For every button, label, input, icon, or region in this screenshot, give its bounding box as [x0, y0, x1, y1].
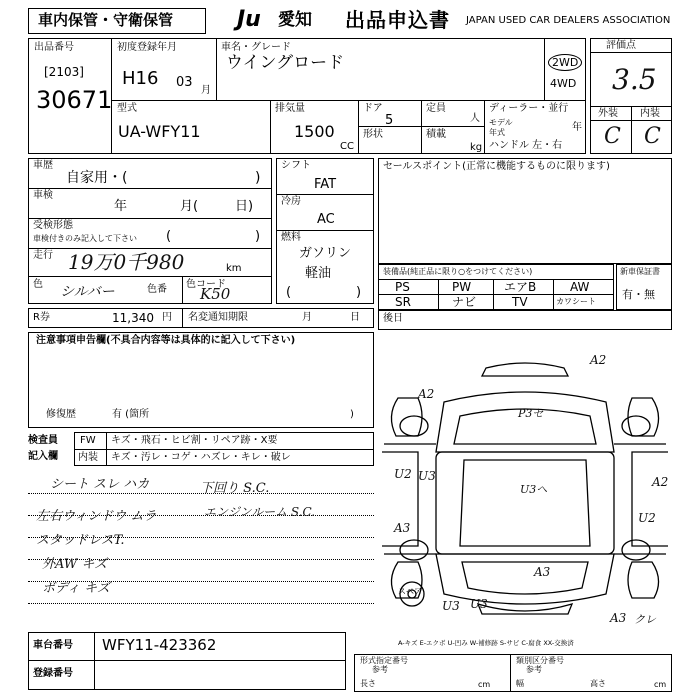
doors-value: 5: [385, 113, 394, 128]
displacement-label: 排気量: [275, 103, 305, 114]
interior-label: 内装: [640, 108, 660, 119]
mark-a2-left: A2: [418, 387, 435, 401]
exterior-label: 外装: [598, 108, 618, 119]
reg-number-label: 登録番号: [33, 668, 73, 679]
recycle-value: 11,340: [112, 311, 154, 325]
lot-number: 30671: [36, 86, 113, 114]
aircon-label: 冷房: [281, 196, 301, 207]
remark-5: ボディ キズ: [42, 581, 110, 596]
details-box: [28, 158, 272, 304]
equip-airbag: エアB: [504, 280, 537, 294]
car-name: ウイングロード: [226, 53, 345, 73]
first-registration-label: 初度登録年月: [117, 42, 177, 53]
receipt-note: 車検付きのみ記入して下さい: [33, 234, 137, 243]
damage-legend: A-キズ E-エクボ U-凹み W-補修跡 S-サビ C-腐食 XX-交換済: [398, 639, 574, 647]
inspector-row2: キズ・汚レ・コゲ・ハズレ・キレ・破レ: [111, 452, 291, 463]
year-label: 年式: [489, 128, 505, 137]
history-value: 自家用・(: [66, 170, 128, 186]
after-date-box: [378, 310, 672, 330]
inspection-month: 月(: [180, 199, 199, 214]
dim-length-unit: cm: [478, 680, 491, 689]
color-value: シルバー: [60, 284, 115, 300]
mileage-value: 19万0千980: [68, 250, 185, 274]
drive-2wd-circled: 2WD: [548, 54, 582, 71]
fuel-gasoline: ガソリン: [299, 246, 352, 261]
year-unit: 年: [572, 122, 582, 133]
equip-pw: PW: [452, 280, 472, 294]
inspection-year: 年: [114, 199, 128, 214]
model-year-label: モデル: [489, 118, 513, 127]
receipt-label: 受検形態: [33, 220, 73, 231]
association-name: JAPAN USED CAR DEALERS ASSOCIATION: [466, 15, 671, 26]
remark-2: 左右ウィンドウ ムラ: [36, 509, 157, 524]
mark-u3-rear: U3: [470, 597, 488, 611]
car-name-label: 車名・グレード: [221, 42, 291, 53]
equip-aw: AW: [570, 280, 590, 294]
displacement-unit: CC: [340, 141, 354, 152]
inspector-label-2: 記入欄: [28, 451, 58, 462]
name-change-label: 名変通知期限: [188, 312, 248, 323]
mileage-label: 走行: [33, 250, 53, 261]
mark-u2-left: U2: [394, 467, 412, 481]
equip-ps: PS: [395, 280, 410, 294]
mark-a2-right: A2: [652, 475, 669, 489]
fuel-diesel: 軽油: [305, 266, 332, 281]
name-change-day: 日: [350, 312, 360, 323]
inspector-label-1: 検査員: [28, 435, 58, 446]
remark-3: スタッドレスT.: [36, 533, 125, 548]
remark-4: 外AW キズ: [42, 557, 108, 572]
inspection-label: 車検: [33, 190, 53, 201]
sales-point-box: [378, 158, 672, 264]
repair-close: ): [350, 409, 354, 420]
color-label: 色: [33, 279, 43, 290]
repair-value: 有 (箇所: [112, 409, 150, 420]
mark-a3-rear: A3: [534, 565, 551, 579]
fuel-label: 燃料: [281, 232, 301, 243]
ju-logo-mark: Ju: [237, 7, 261, 32]
registration-year: H16: [122, 68, 159, 89]
model-code: UA-WFY11: [118, 122, 201, 141]
chassis-label: 車台番号: [33, 640, 73, 651]
month-unit: 月: [201, 85, 211, 96]
notes-label: 注意事項申告欄(不具合内容等は具体的に記入して下さい): [36, 335, 296, 346]
capacity-label: 定員: [426, 103, 446, 114]
remark-1: シート スレ ハカ: [50, 477, 150, 492]
lot-number-label: 出品番号: [34, 42, 74, 53]
load-label: 積載: [426, 129, 446, 140]
equipment-label: 装備品(純正品に限り○をつけてください): [383, 267, 533, 276]
name-change-month: 月: [302, 312, 312, 323]
class-code-sub: 参考: [526, 665, 542, 674]
mark-u3-rear-left: U3: [442, 599, 460, 613]
mark-a3-left: A3: [394, 521, 411, 535]
spare-label: スペア: [398, 587, 422, 596]
equip-leather: カワシート: [556, 297, 596, 306]
drive-4wd: 4WD: [550, 77, 577, 90]
color-code-label: 色コード: [186, 279, 226, 290]
displacement-value: 1500: [294, 122, 335, 141]
rating-label: 評価点: [606, 40, 636, 51]
shift-value: FAT: [314, 177, 337, 192]
dim-height-unit: cm: [654, 680, 667, 689]
history-label: 車歴: [33, 160, 53, 171]
notes-box: [28, 332, 374, 428]
dim-height: 高さ: [590, 679, 606, 688]
inspector-row1: キズ・飛石・ヒビ割・リペア跡・X要: [111, 435, 278, 446]
spec-code-label: 形式指定番号: [360, 656, 408, 665]
lot-code: [2103]: [44, 65, 84, 79]
rating-value: 3.5: [612, 63, 657, 96]
receipt-open: (: [166, 229, 172, 244]
warranty-label: 新車保証書: [620, 267, 660, 276]
mark-u3-roof: U3ヘ: [520, 483, 548, 496]
recycle-label: R券: [33, 312, 50, 323]
dim-width: 幅: [516, 679, 524, 688]
interior-grade: C: [644, 124, 661, 149]
equip-navi: ナビ: [452, 295, 477, 309]
color-number-label: 色番: [147, 284, 167, 295]
color-code: K50: [200, 285, 231, 303]
shape-label: 形状: [363, 129, 383, 140]
storage-tag: 車内保管・守衛保管: [38, 11, 174, 29]
load-unit: kg: [470, 142, 483, 153]
mark-a2-top: A2: [590, 353, 607, 367]
mark-p3: P3セ: [518, 407, 544, 420]
history-close: ): [255, 170, 261, 186]
logo-text: 愛知: [278, 10, 312, 30]
fuel-close: ): [356, 285, 362, 300]
recycle-unit: 円: [162, 312, 172, 323]
dim-length: 長さ: [360, 679, 376, 688]
inspection-day: 日): [235, 199, 254, 214]
after-date-label: 後日: [383, 313, 403, 324]
mark-u3-left: U3: [418, 469, 436, 483]
receipt-close: ): [255, 229, 261, 244]
mileage-unit: km: [226, 263, 242, 274]
class-code-label: 類別区分番号: [516, 656, 564, 665]
warranty-value: 有・無: [622, 288, 655, 301]
mark-a3-corner: A3: [610, 611, 627, 625]
remark-6: 下回り S.C.: [200, 481, 270, 496]
mark-u2-right: U2: [638, 511, 656, 525]
fuel-open: (: [286, 285, 292, 300]
capacity-unit: 人: [470, 113, 480, 124]
doors-label: ドア: [363, 103, 383, 114]
repair-label: 修復歴: [46, 409, 76, 420]
sales-point-label: セールスポイント(正常に機能するものに限ります): [383, 161, 610, 172]
spec-code-sub: 参考: [372, 665, 388, 674]
equip-sr: SR: [395, 295, 411, 309]
aircon-value: AC: [317, 212, 335, 227]
model-label: 型式: [117, 103, 137, 114]
inspector-fw: FW: [80, 435, 96, 446]
dealer-label: ディーラー・並行: [489, 103, 569, 114]
page-title: 出品申込書: [345, 8, 450, 32]
exterior-grade: C: [604, 124, 621, 149]
equip-tv: TV: [512, 295, 528, 309]
chassis-number: WFY11-423362: [102, 636, 217, 654]
mark-crack: クレ: [634, 613, 656, 626]
inspector-interior: 内装: [78, 452, 98, 463]
registration-month: 03: [176, 75, 193, 90]
shift-label: シフト: [281, 160, 311, 171]
handle-label: ハンドル 左・右: [489, 140, 563, 151]
remark-7: エンジンルーム S.C.: [204, 505, 316, 519]
